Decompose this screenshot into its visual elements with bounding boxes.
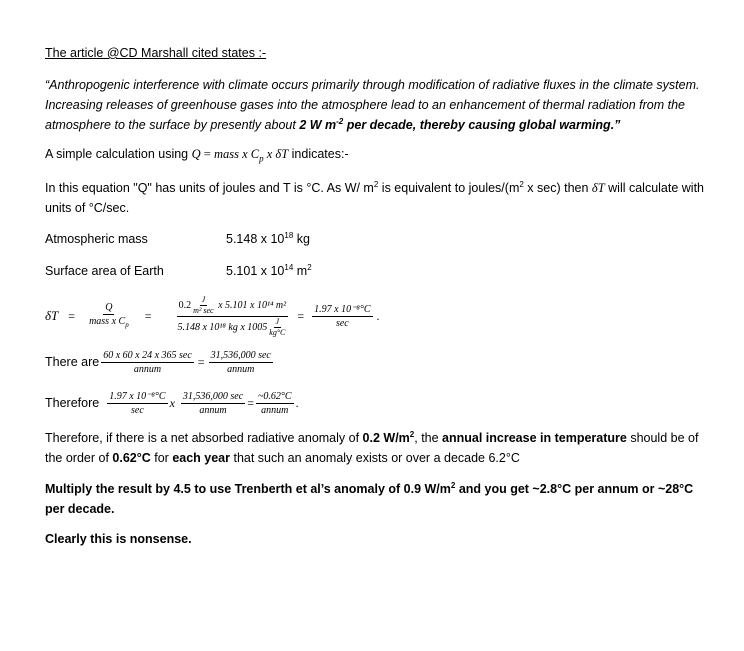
eq1-fraction-2 (175, 296, 289, 337)
formula-q: Q (191, 147, 201, 161)
conclusion-p4: for (150, 451, 173, 465)
eq1-f2-num-tail: x 5.101 x 10¹⁴ m² (215, 299, 287, 311)
eq2-f1-numerator: 60 x 60 x 24 x 365 sec (103, 349, 192, 361)
units-part1: In this equation "Q" has units of joules and T is °C. As W/ m (45, 181, 374, 195)
atm-mass-number: 5.148 x 10 (226, 232, 285, 246)
conclusion-paragraph (45, 428, 705, 468)
eq1-f2-small-num: J (201, 294, 206, 304)
multiply-sup: 2 (450, 480, 456, 490)
formula-rhs: mass x C (213, 147, 260, 161)
eq1-f1-denominator (87, 315, 131, 331)
eq2-f2-numerator: 31,536,000 sec (210, 349, 271, 361)
formula-equals: = (200, 147, 214, 161)
eq1-f2-den-head: 5.148 x 10¹⁸ kg x 1005 (177, 321, 268, 333)
quote-bold-end: per decade, thereby causing global warming.” (343, 118, 621, 132)
eq3-fraction-3 (256, 391, 294, 416)
eq1-f1-numerator: Q (105, 301, 113, 313)
quote-bold-exponent: -2 (336, 116, 344, 126)
units-sup1: 2 (373, 179, 379, 189)
conclusion-b1 (363, 431, 415, 445)
eq3-f1-denominator: sec (131, 404, 144, 416)
conclusion-b3: 0.62°C (112, 451, 151, 465)
units-paragraph (45, 178, 705, 218)
eq3-fraction-1 (107, 391, 167, 416)
eq1-f2-den-small-num: J (275, 316, 280, 326)
formula-tail: x δT (263, 147, 289, 161)
eq3-equals: = (247, 395, 254, 410)
eq1-f2-small-frac (191, 296, 215, 315)
eq3-times: x (169, 395, 175, 410)
conclusion-b1-text: 0.2 W/m (362, 431, 410, 445)
atm-mass-value (226, 232, 310, 246)
calc-formula (191, 147, 289, 164)
article-heading: The article @CD Marshall cited states :- (45, 46, 267, 60)
eq1-f2-den-small-den: kg°C (269, 327, 286, 337)
equation-annual-increase (45, 389, 299, 417)
conclusion-b2: annual increase in temperature (442, 431, 627, 445)
eq1-f2-denominator (175, 317, 289, 337)
units-part2: is equivalent to joules/(m (378, 181, 520, 195)
eq3-f1-numerator: 1.97 x 10⁻⁸°C (109, 390, 166, 402)
eq1-f3-numerator: 1.97 x 10⁻⁸°C (314, 303, 371, 315)
eq1-f2-numerator (177, 296, 288, 317)
surface-area-value (226, 264, 312, 278)
multiply-p2: and you get ~2.8°C per annum or ~28°C per decade. (45, 482, 694, 516)
eq1-period: . (376, 308, 380, 323)
eq3-f2-denominator: annum (199, 404, 227, 416)
eq1-f1-den-sub: p (125, 320, 129, 329)
eq1-equals-3: = (297, 308, 305, 323)
atm-mass-label: Atmospheric mass (45, 232, 148, 246)
calc-intro (45, 147, 349, 164)
surface-area-exponent: 14 (284, 262, 294, 272)
eq3-f3-denominator: annum (261, 404, 289, 416)
nonsense-line: Clearly this is nonsense. (45, 532, 192, 546)
eq3-period: . (295, 395, 299, 410)
multiply-p1: Multiply the result by 4.5 to use Trenberth et al’s anomaly of 0.9 W/m (45, 482, 451, 496)
formula-sub-p: p (259, 153, 264, 164)
eq1-f1-den-text: mass x C (89, 315, 126, 327)
atm-mass-exponent: 18 (284, 230, 294, 240)
conclusion-p2: , the (414, 431, 443, 445)
eq1-f2-coeff: 0.2 (178, 299, 192, 311)
eq2-f1-denominator: annum (133, 363, 162, 375)
units-part3: x sec) then (523, 181, 592, 195)
eq2-f2-denominator: annum (227, 363, 255, 375)
eq2-fraction-2 (209, 350, 273, 375)
calc-intro-suffix: indicates:- (288, 147, 349, 161)
eq3-f3-numerator: ~0.62°C (257, 390, 292, 402)
eq3-label: Therefore (45, 396, 100, 410)
quote-bold-value (299, 118, 620, 132)
eq1-fraction-1 (87, 302, 131, 331)
equation-delta-t (45, 296, 380, 336)
surface-area-unit: m (293, 264, 308, 278)
eq1-f3-denominator: sec (335, 317, 349, 329)
eq1-delta-t: δT (45, 308, 59, 323)
conclusion-p1: Therefore, if there is a net absorbed radiative anomaly of (45, 431, 363, 445)
quote-bold-unit: 2 W m (299, 118, 337, 132)
surface-area-unit-exponent: 2 (307, 262, 312, 272)
surface-area-number: 5.101 x 10 (226, 264, 285, 278)
eq3-f2-numerator: 31,536,000 sec (182, 390, 244, 402)
quote-text: “Anthropogenic interference with climate occurs primarily through modification of radiative fluxes in the climate system. Increasing releases of greenhouse gases into the atmosphere lead to an enhancement of thermal radiation from the atmosphere to the surface by presently about (45, 78, 700, 132)
conclusion-p3: should be of the order of (45, 431, 699, 465)
eq2-label: There are (45, 355, 100, 369)
eq2-equals: = (197, 354, 205, 369)
multiply-paragraph (45, 479, 705, 519)
surface-area-label: Surface area of Earth (45, 264, 164, 278)
atm-mass-unit: kg (293, 232, 310, 246)
conclusion-b4: each year (172, 451, 230, 465)
eq2-fraction-1 (101, 350, 194, 375)
eq1-equals-1: = (68, 308, 76, 323)
eq1-f2-small-den: m² sec (193, 305, 214, 315)
units-sup2: 2 (519, 179, 524, 189)
units-delta: δT (591, 181, 605, 195)
eq1-fraction-3 (312, 304, 372, 329)
eq1-equals-2: = (144, 308, 152, 323)
quote-paragraph (45, 75, 705, 135)
eq3-fraction-2 (181, 391, 245, 416)
units-part4: will calculate with units of °C/sec. (45, 181, 705, 215)
conclusion-b1-sup: 2 (409, 429, 415, 439)
conclusion-p5: that such an anomaly exists or over a decade 6.2°C (230, 451, 520, 465)
equation-seconds-per-annum (45, 348, 273, 376)
calc-intro-prefix: A simple calculation using (45, 147, 192, 161)
eq1-f2-den-small-frac (267, 318, 287, 337)
